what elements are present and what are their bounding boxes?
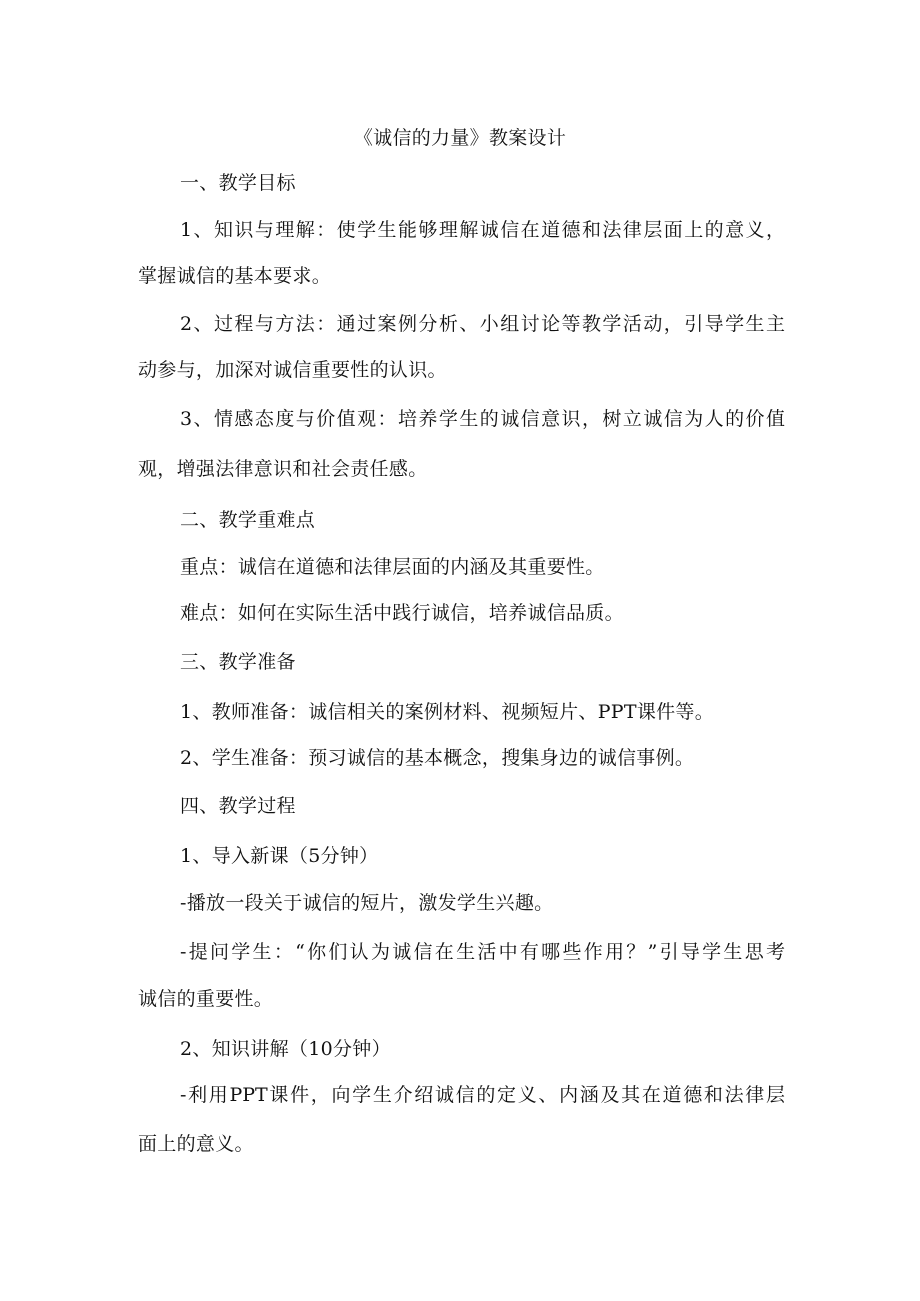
section-heading-process: 四、教学过程	[180, 795, 296, 817]
step-2-item-a-line-2: 面上的意义。	[138, 1133, 254, 1155]
preparation-student: 2、学生准备：预习诚信的基本概念，搜集身边的诚信事例。	[180, 747, 695, 769]
objective-1-line-1: 1、知识与理解：使学生能够理解诚信在道德和法律层面上的意义，	[180, 219, 785, 241]
step-2-item-a-line-1: -利用PPT课件，向学生介绍诚信的定义、内涵及其在道德和法律层	[180, 1084, 785, 1106]
step-1-heading: 1、导入新课（5分钟）	[180, 845, 379, 867]
section-heading-preparation: 三、教学准备	[180, 651, 296, 673]
section-heading-key-points: 二、教学重难点	[180, 509, 316, 531]
objective-2-line-2: 动参与，加深对诚信重要性的认识。	[138, 359, 447, 381]
step-2-heading: 2、知识讲解（10分钟）	[180, 1038, 391, 1060]
step-1-item-b-line-1: -提问学生：“你们认为诚信在生活中有哪些作用？”引导学生思考	[180, 941, 785, 963]
objective-1-line-2: 掌握诚信的基本要求。	[138, 265, 332, 287]
objective-2-line-1: 2、过程与方法：通过案例分析、小组讨论等教学活动，引导学生主	[180, 313, 785, 335]
page-title: 《诚信的力量》教案设计	[353, 127, 567, 149]
objective-3-line-2: 观，增强法律意识和社会责任感。	[138, 458, 428, 480]
step-1-item-a: -播放一段关于诚信的短片，激发学生兴趣。	[180, 892, 554, 914]
key-point-text: 重点：诚信在道德和法律层面的内涵及其重要性。	[180, 556, 605, 578]
objective-3-line-1: 3、情感态度与价值观：培养学生的诚信意识，树立诚信为人的价值	[180, 408, 785, 430]
step-1-item-b-line-2: 诚信的重要性。	[138, 988, 274, 1010]
difficulty-text: 难点：如何在实际生活中践行诚信，培养诚信品质。	[180, 602, 624, 624]
preparation-teacher: 1、教师准备：诚信相关的案例材料、视频短片、PPT课件等。	[180, 701, 715, 723]
section-heading-objectives: 一、教学目标	[180, 172, 296, 194]
